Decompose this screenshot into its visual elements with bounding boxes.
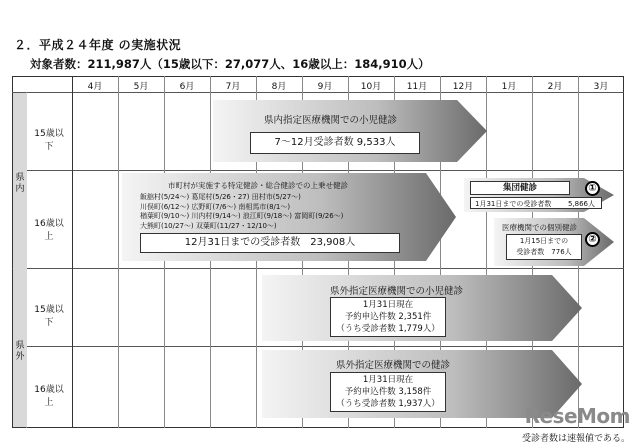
row-divider (26, 346, 624, 347)
arrow-out-under15-title: 県外指定医療機関での小児健診 (330, 286, 464, 297)
month-header: 5月 (133, 82, 149, 92)
circled-number-1: ① (585, 181, 600, 196)
arrow-out-over16-title: 県外指定医療機関での健診 (336, 360, 451, 371)
col-divider (72, 76, 73, 428)
circled-number-2: ② (585, 232, 600, 247)
month-header: 12月 (452, 82, 474, 92)
box-out-under15-line3: （うち受診者数 1,779人） (336, 324, 440, 334)
schedule-line: 楢葉町(9/10〜) 川内村(9/14〜) 浪江町(9/18〜) 富岡町(9/26〜) (140, 212, 344, 220)
age-label-in-under15: 15歳以下 (34, 129, 64, 152)
month-header: 1月 (501, 82, 517, 92)
box-in-over16-text: 12月31日までの受診者数 23,908人 (184, 237, 356, 248)
schedule-line: 大熊町(10/27〜) 双葉町(11/27・12/10〜) (140, 221, 277, 230)
group-exam-detail-label: 1月31日までの受診者数 (475, 200, 552, 208)
page-title: ２．平成２４年度 の実施状況 (14, 38, 182, 52)
group-exam-detail-value: 5,866人 (567, 200, 595, 208)
box-out-over16-line3: （うち受診者数 1,937人） (336, 399, 440, 409)
month-gridline (118, 76, 119, 428)
individual-exam-detail-box (506, 234, 582, 260)
arrow-in-under15-title: 県内指定医療機関での小児健診 (264, 115, 398, 126)
age-label-out-over16: 16歳以上 (34, 385, 64, 408)
month-header: 9月 (317, 82, 333, 92)
month-header: 11月 (406, 82, 428, 92)
schedule-line: 川俣町(6/12〜) 広野町(7/6〜) 南相馬市(8/1〜) (140, 202, 291, 211)
individual-exam-title: 医療機関での個別健診 (502, 223, 577, 232)
schedule-line: 飯舘村(5/24〜) 葛尾村(5/26・27) 田村市(5/27〜) (140, 193, 301, 201)
box-out-over16-line1: 1月31日現在 (362, 375, 414, 385)
box-out-under15 (330, 297, 446, 337)
box-in-under15 (250, 132, 420, 154)
box-in-under15-text: 7〜12月受診者数 9,533人 (274, 137, 396, 148)
box-out-under15-line2: 予約申込件数 2,351件 (344, 312, 432, 322)
month-header: 3月 (593, 82, 609, 92)
month-header: 8月 (271, 82, 287, 92)
month-header: 2月 (547, 82, 563, 92)
row-divider (26, 170, 624, 171)
age-label-out-under15: 15歳以下 (34, 305, 64, 328)
month-header: 10月 (360, 82, 382, 92)
month-header: 6月 (179, 82, 195, 92)
resemom-logo: ReseMom (524, 404, 630, 428)
month-header: 7月 (225, 82, 241, 92)
group-exam-title-box (470, 181, 570, 195)
individual-exam-detail-line2: 受診者数 776人 (516, 248, 572, 256)
age-label-in-over16: 16歳以上 (34, 219, 64, 242)
month-header: 4月 (87, 82, 103, 92)
region-in-pref (13, 93, 27, 269)
box-out-over16 (330, 372, 446, 412)
region-in-pref-label: 県内 (15, 173, 25, 194)
box-out-over16-line2: 予約申込件数 3,158件 (344, 387, 432, 397)
arrow-in-over16-title: 市町村が実施する特定健診・総合健診での上乗せ健診 (168, 181, 348, 190)
group-exam-detail-box (470, 197, 602, 209)
box-out-under15-line1: 1月31日現在 (362, 300, 414, 310)
individual-exam-detail-line1: 1月15日までの (519, 237, 569, 245)
region-out-pref (13, 269, 27, 427)
group-exam-title: 集団健診 (502, 183, 537, 193)
box-in-over16 (140, 233, 400, 253)
region-out-pref-label: 県外 (15, 341, 25, 362)
page-subtitle: 対象者数：211,987人（15歳以下：27,077人、16歳以上：184,910人） (30, 57, 430, 71)
footnote: 受診者数は速報値である。 (521, 434, 630, 444)
